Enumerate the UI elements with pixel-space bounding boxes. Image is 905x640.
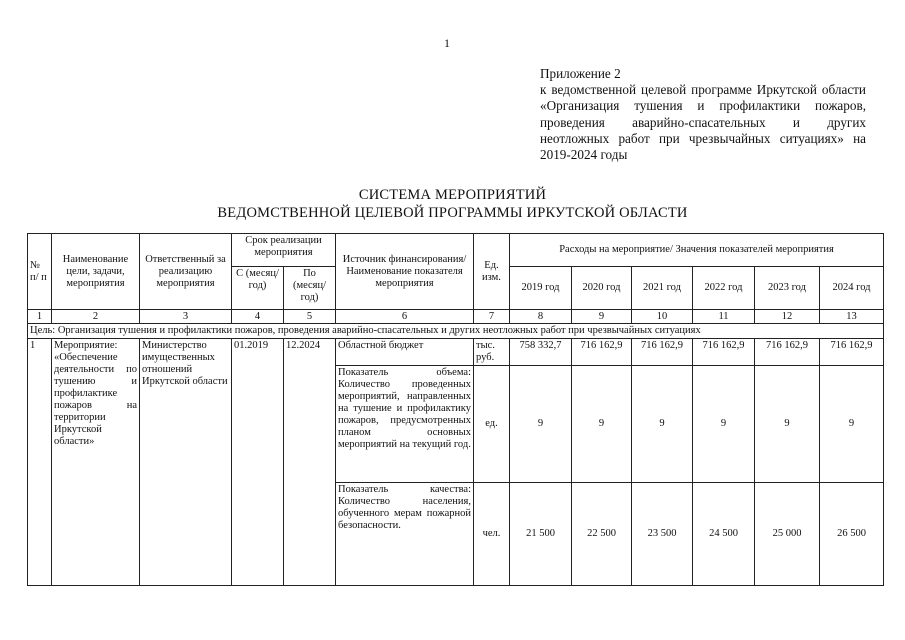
- row-unit: тыс. руб.: [474, 339, 510, 366]
- column-number: 9: [572, 310, 632, 324]
- column-number: 12: [755, 310, 820, 324]
- row-value: 716 162,9: [632, 339, 693, 366]
- page-number: 1: [444, 36, 450, 50]
- row-value: 9: [693, 366, 755, 483]
- row-value: 9: [632, 366, 693, 483]
- column-number: 2: [52, 310, 140, 324]
- header-year: 2024 год: [820, 267, 884, 310]
- appendix-text: к ведомственной целевой программе Иркутской области «Организация тушения и профилактики пожаров, проведения аварийно-спасательных и других неотложных работ при чрезвычайных ситуациях» на 2019-2024 годы: [540, 82, 866, 163]
- row-responsible: Министерство имущественных отношений Иркутской области: [140, 339, 232, 586]
- row-unit: ед.: [474, 366, 510, 483]
- row-source: Показатель качества: Количество населения, обученного мерам пожарной безопасности.: [336, 483, 474, 586]
- appendix-title: Приложение 2: [540, 66, 621, 81]
- row-value: 25 000: [755, 483, 820, 586]
- header-year: 2019 год: [510, 267, 572, 310]
- column-number: 7: [474, 310, 510, 324]
- header-row: [28, 234, 884, 267]
- row-to: 12.2024: [284, 339, 336, 586]
- row-value: 716 162,9: [820, 339, 884, 366]
- header-period: Срок реализации мероприятия: [232, 234, 336, 267]
- row-num: 1: [28, 339, 52, 586]
- table-row: [28, 339, 884, 366]
- row-value: 9: [755, 366, 820, 483]
- column-number: 3: [140, 310, 232, 324]
- column-number: 6: [336, 310, 474, 324]
- row-value: 9: [820, 366, 884, 483]
- row-value: 716 162,9: [572, 339, 632, 366]
- header-year: 2022 год: [693, 267, 755, 310]
- row-value: 716 162,9: [755, 339, 820, 366]
- row-from: 01.2019: [232, 339, 284, 586]
- row-value: 9: [572, 366, 632, 483]
- row-value: 26 500: [820, 483, 884, 586]
- header-unit: Ед. изм.: [474, 234, 510, 310]
- row-value: 9: [510, 366, 572, 483]
- column-number: 11: [693, 310, 755, 324]
- header-name: Наименование цели, задачи, мероприятия: [52, 234, 140, 310]
- row-value: 758 332,7: [510, 339, 572, 366]
- header-year: 2021 год: [632, 267, 693, 310]
- document-title: СИСТЕМА МЕРОПРИЯТИЙ: [358, 187, 547, 203]
- row-name: Мероприятие: «Обеспечение деятельности по тушению и профилактике пожаров на территории Иркутской области»: [52, 339, 140, 586]
- appendix-block: [540, 66, 866, 163]
- row-value: 716 162,9: [693, 339, 755, 366]
- header-responsible: Ответственный за реализацию мероприятия: [140, 234, 232, 310]
- document-subtitle: ВЕДОМСТВЕННОЙ ЦЕЛЕВОЙ ПРОГРАММЫ ИРКУТСКОЙ ОБЛАСТИ: [217, 205, 688, 221]
- row-value: 23 500: [632, 483, 693, 586]
- header-num: № п/ п: [28, 234, 52, 310]
- row-value: 21 500: [510, 483, 572, 586]
- header-year: 2020 год: [572, 267, 632, 310]
- goal-text: Цель: Организация тушения и профилактики пожаров, проведения аварийно-спасательных и других неотложных работ при чрезвычайных ситуациях: [28, 324, 884, 339]
- column-number: 13: [820, 310, 884, 324]
- column-number: 1: [28, 310, 52, 324]
- header-expenses: Расходы на мероприятие/ Значения показателей мероприятия: [510, 234, 884, 267]
- row-source: Областной бюджет: [336, 339, 474, 366]
- row-value: 24 500: [693, 483, 755, 586]
- column-number: 10: [632, 310, 693, 324]
- measures-table: [27, 233, 884, 586]
- header-year: 2023 год: [755, 267, 820, 310]
- column-number-row: [28, 310, 884, 324]
- column-number: 8: [510, 310, 572, 324]
- header-from: С (месяц/ год): [232, 267, 284, 310]
- header-to: По (месяц/ год): [284, 267, 336, 310]
- row-source: Показатель объема: Количество проведенных мероприятий, направленных на тушение и профилактику пожаров, предусмотренных планом основных мероприятий на текущий год.: [336, 366, 474, 483]
- row-unit: чел.: [474, 483, 510, 586]
- header-source: Источник финансирования/ Наименование показателя мероприятия: [336, 234, 474, 310]
- row-value: 22 500: [572, 483, 632, 586]
- column-number: 5: [284, 310, 336, 324]
- goal-row: [28, 324, 884, 339]
- column-number: 4: [232, 310, 284, 324]
